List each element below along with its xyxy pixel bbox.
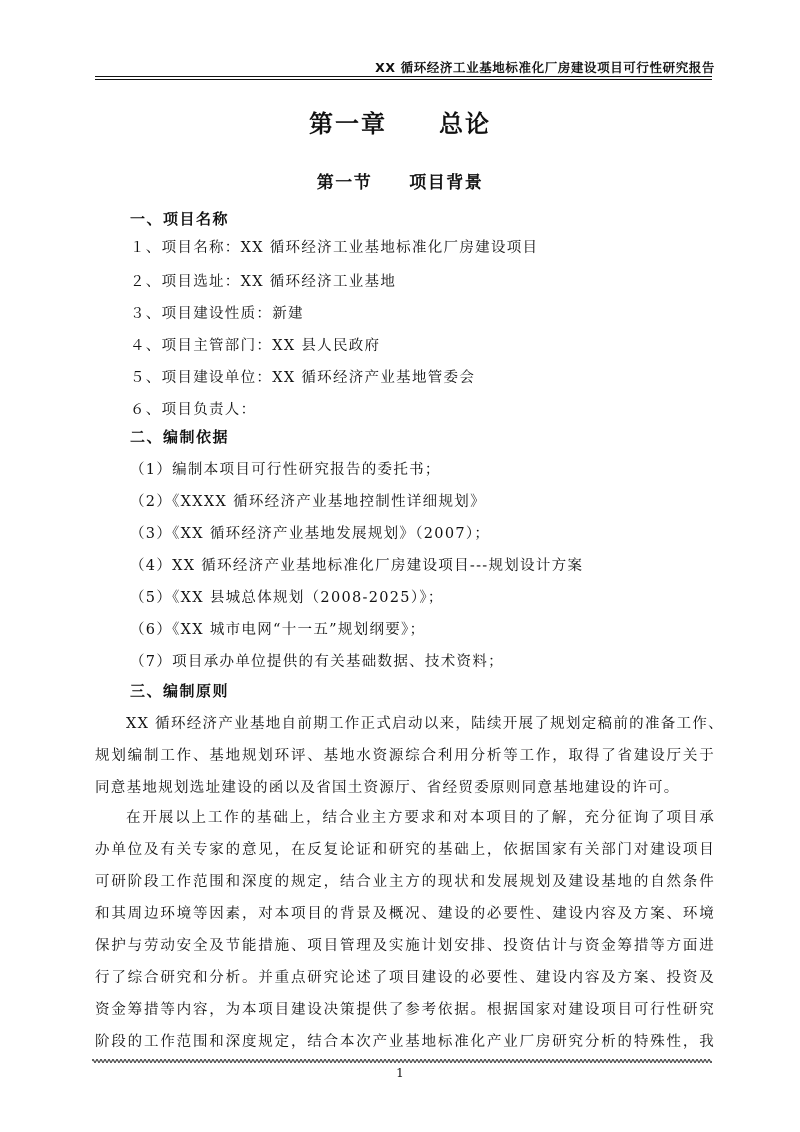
paragraph-line: 阶段的工作范围和深度规定，结合本次产业基地标准化产业厂房研究分析的特殊性，我 xyxy=(95,1034,715,1050)
paragraph-line: 规划编制工作、基地规划环评、基地水资源综合利用分析等工作，取得了省建设厅关于 xyxy=(95,748,715,764)
paragraph-line: 资金筹措等内容，为本项目建设决策提供了参考依据。根据国家对建设项目可行性研究 xyxy=(95,1002,715,1018)
footer-wavy-rule xyxy=(92,1058,712,1064)
list-item: ３、项目建设性质：新建 xyxy=(130,306,304,322)
list-item: （7）项目承办单位提供的有关基础数据、技术资料； xyxy=(130,654,504,670)
section-title: 第一节 项目背景 xyxy=(316,173,484,193)
paragraph-line: 和其周边环境等因素，对本项目的背景及概况、建设的必要性、建设内容及方案、环境 xyxy=(95,906,715,922)
heading-basis: 二、编制依据 xyxy=(130,428,230,446)
paragraph-line: XX 循环经济产业基地自前期工作正式启动以来，陆续开展了规划定稿前的准备工作、 xyxy=(126,716,724,732)
list-item: （4）XX 循环经济产业基地标准化厂房建设项目---规划设计方案 xyxy=(130,558,584,574)
list-item: （5）《XX 县城总体规划（2008-2025）》； xyxy=(130,590,444,606)
header-rule xyxy=(95,76,712,80)
heading-project-name: 一、项目名称 xyxy=(130,210,230,228)
paragraph-line: 同意基地规划选址建设的函以及省国土资源厅、省经贸委原则同意基地建设的许可。 xyxy=(95,780,680,796)
list-item: （6）《XX 城市电网“十一五”规划纲要》； xyxy=(130,622,426,638)
list-item: （2）《XXXX 循环经济产业基地控制性详细规划》 xyxy=(130,494,486,510)
list-item: （3）《XX 循环经济产业基地发展规划》（2007）； xyxy=(130,526,491,542)
paragraph-line: 可研阶段工作范围和深度的规定，结合业主方的现状和发展规划及建设基地的自然条件 xyxy=(95,874,715,890)
paragraph-line: 保护与劳动安全及节能措施、项目管理及实施计划安排、投资估计与资金筹措等方面进 xyxy=(95,938,715,954)
paragraph-line: 办单位及有关专家的意见，在反复论证和研究的基础上，依据国家有关部门对建设项目 xyxy=(95,842,715,858)
paragraph-line: 在开展以上工作的基础上，结合业主方要求和对本项目的了解，充分征询了项目承 xyxy=(126,810,715,826)
running-header: XX 循环经济工业基地标准化厂房建设项目可行性研究报告 xyxy=(375,60,715,75)
list-item: ４、项目主管部门：XX 县人民政府 xyxy=(130,338,381,354)
paragraph-line: 行了综合研究和分析。并重点研究论述了项目建设的必要性、建设内容及方案、投资及 xyxy=(95,970,715,986)
list-item: （1）编制本项目可行性研究报告的委托书； xyxy=(130,462,441,478)
list-item: １、项目名称：XX 循环经济工业基地标准化厂房建设项目 xyxy=(130,240,539,256)
list-item: ２、项目选址：XX 循环经济工业基地 xyxy=(130,274,397,290)
list-item: ６、项目负责人： xyxy=(130,402,257,418)
page-number: 1 xyxy=(396,1066,404,1080)
heading-principles: 三、编制原则 xyxy=(130,682,230,700)
list-item: ５、项目建设单位：XX 循环经济产业基地管委会 xyxy=(130,370,476,386)
chapter-title: 第一章 总论 xyxy=(309,110,491,138)
